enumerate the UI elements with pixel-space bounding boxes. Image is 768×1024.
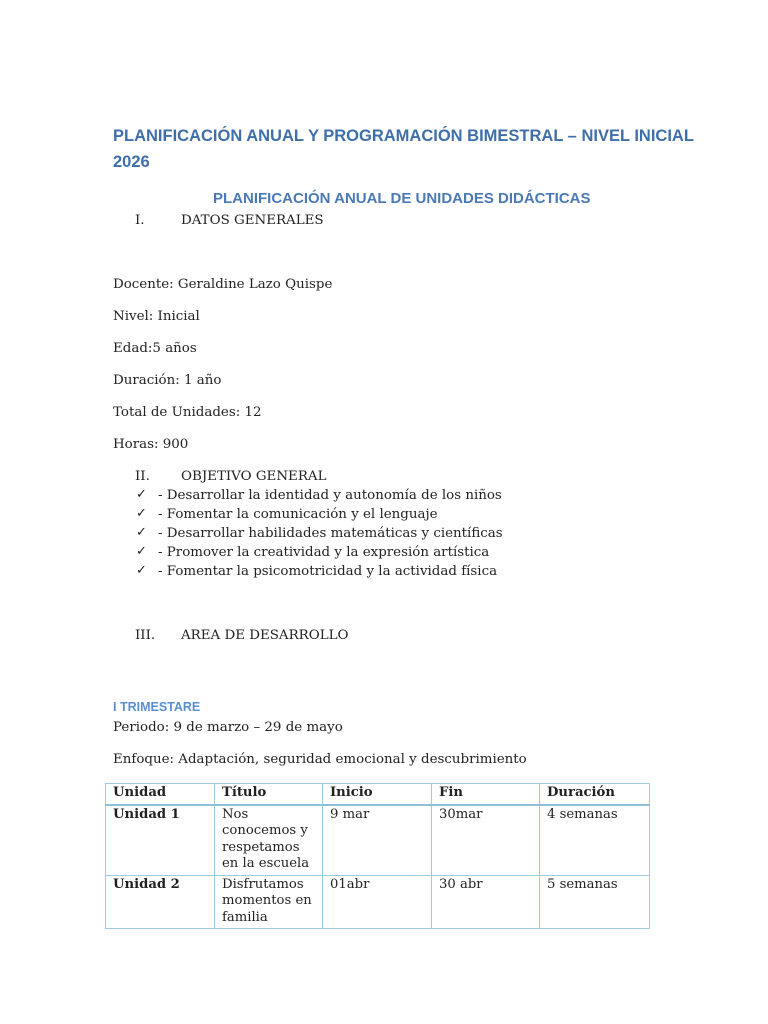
header-titulo: Título — [215, 784, 323, 805]
datos-total-unidades: Total de Unidades: 12 — [113, 405, 262, 420]
table-row — [106, 875, 650, 929]
table-header-row — [106, 784, 650, 805]
table-row — [106, 805, 650, 876]
cell-fin: 30 abr — [432, 875, 540, 929]
trimester-enfoque: Enfoque: Adaptación, seguridad emocional y descubrimiento — [113, 752, 527, 767]
section-number-1: I. — [135, 213, 145, 228]
checkmark-icon: ✓ — [136, 525, 147, 540]
section-number-3: III. — [135, 628, 156, 643]
section-number-2: II. — [135, 469, 150, 484]
datos-duracion: Duración: 1 año — [113, 373, 222, 388]
cell-titulo: Disfrutamos momentos en familia — [215, 875, 323, 929]
cell-duracion: 4 semanas — [540, 805, 650, 876]
trimester-heading: I TRIMESTARE — [113, 700, 201, 714]
cell-unidad: Unidad 2 — [106, 875, 215, 929]
cell-duracion: 5 semanas — [540, 875, 650, 929]
document-title-line2: 2026 — [113, 153, 150, 171]
cell-fin: 30mar — [432, 805, 540, 876]
header-unidad: Unidad — [106, 784, 215, 805]
checkmark-icon: ✓ — [136, 487, 147, 502]
header-fin: Fin — [432, 784, 540, 805]
header-inicio: Inicio — [323, 784, 432, 805]
checkmark-icon: ✓ — [136, 506, 147, 521]
section-heading-objetivo-general: OBJETIVO GENERAL — [181, 469, 327, 484]
cell-unidad: Unidad 1 — [106, 805, 215, 876]
header-duracion: Duración — [540, 784, 650, 805]
objetivo-item: - Desarrollar habilidades matemáticas y científicas — [158, 526, 503, 541]
section-heading-area-desarrollo: AREA DE DESARROLLO — [181, 628, 349, 643]
datos-docente: Docente: Geraldine Lazo Quispe — [113, 277, 333, 292]
trimester-periodo: Periodo: 9 de marzo – 29 de mayo — [113, 720, 343, 735]
cell-inicio: 01abr — [323, 875, 432, 929]
objetivo-item: - Desarrollar la identidad y autonomía de los niños — [158, 488, 502, 503]
cell-titulo: Nos conocemos y respetamos en la escuela — [215, 805, 323, 876]
units-table — [105, 783, 650, 929]
datos-horas: Horas: 900 — [113, 437, 189, 452]
cell-inicio: 9 mar — [323, 805, 432, 876]
datos-edad: Edad:5 años — [113, 341, 197, 356]
document-title-line1: PLANIFICACIÓN ANUAL Y PROGRAMACIÓN BIMESTRAL – NIVEL INICIAL — [113, 127, 694, 145]
datos-nivel: Nivel: Inicial — [113, 309, 200, 324]
document-subtitle: PLANIFICACIÓN ANUAL DE UNIDADES DIDÁCTICAS — [213, 190, 591, 207]
section-heading-datos-generales: DATOS GENERALES — [181, 213, 324, 228]
objetivo-item: - Fomentar la comunicación y el lenguaje — [158, 507, 438, 522]
checkmark-icon: ✓ — [136, 563, 147, 578]
objetivo-item: - Promover la creatividad y la expresión artística — [158, 545, 490, 560]
objetivo-item: - Fomentar la psicomotricidad y la actividad física — [158, 564, 498, 579]
checkmark-icon: ✓ — [136, 544, 147, 559]
